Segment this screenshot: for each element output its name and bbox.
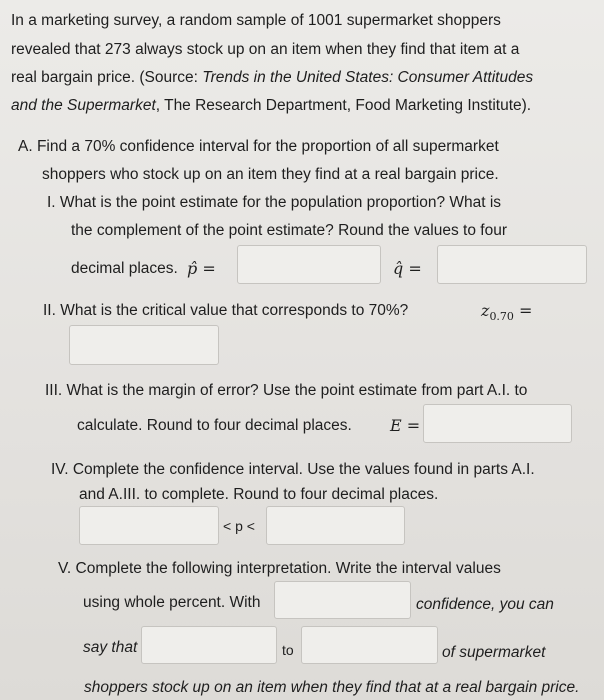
confidence-you-can-text: confidence, you can — [416, 596, 554, 613]
p-hat-input[interactable] — [237, 245, 381, 284]
say-that-text: say that — [83, 639, 138, 656]
part-a-iv-line-2: and A.III. to complete. Round to four decimal places. — [79, 486, 439, 503]
intro-line-3 — [11, 68, 533, 88]
part-a-iii-line-2: calculate. Round to four decimal places. — [77, 417, 352, 434]
intro-line-2: revealed that 273 always stock up on an item when they find that item at a — [11, 41, 520, 58]
part-a-heading-1: A. Find a 70% confidence interval for the proportion of all supermarket — [18, 138, 499, 155]
part-a-v-line-2: using whole percent. With — [83, 594, 261, 611]
e-equals: = — [406, 416, 421, 435]
e-symbol: E — [390, 416, 402, 435]
intro-line-1: In a marketing survey, a random sample of 1001 supermarket shoppers — [11, 12, 501, 29]
part-a-v-line-1: V. Complete the following interpretation. Write the interval values — [58, 560, 501, 577]
interval-upper-percent-input[interactable] — [301, 626, 438, 664]
margin-error-input[interactable] — [423, 404, 572, 443]
confidence-level-input[interactable] — [274, 581, 411, 619]
z-equals: = — [519, 301, 533, 320]
z-critical-label — [481, 301, 532, 327]
part-a-iii-line-1: III. What is the margin of error? Use the point estimate from part A.I. to — [45, 382, 528, 399]
interval-lower-percent-input[interactable] — [141, 626, 277, 664]
intro-source-title-cont: and the Supermarket — [11, 97, 156, 114]
part-a-iv-line-1: IV. Complete the confidence interval. Use the values found in parts A.I. — [51, 461, 535, 478]
intro-line-3a: real bargain price. (Source: — [11, 69, 203, 86]
intro-line-4 — [11, 96, 531, 116]
interval-lower-input[interactable] — [79, 506, 219, 545]
intro-line-4b: , The Research Department, Food Marketing Institute). — [155, 97, 532, 114]
z-subscript: 0.70 — [489, 310, 514, 324]
q-hat-input[interactable] — [437, 245, 587, 284]
q-hat-label: q̂ = — [393, 259, 422, 278]
part-a-i-line-2: the complement of the point estimate? Round the values to four — [71, 222, 507, 239]
z-symbol: z — [481, 301, 490, 320]
part-a-i-line-3: decimal places. — [71, 260, 178, 277]
z-critical-input[interactable] — [69, 325, 219, 365]
p-hat-label: p̂ = — [187, 259, 216, 278]
margin-error-label — [390, 416, 420, 436]
part-a-heading-2: shoppers who stock up on an item they find at a real bargain price. — [42, 166, 499, 183]
of-supermarket-text: of supermarket — [442, 644, 546, 661]
intro-source-title: Trends in the United States: Consumer Attitudes — [202, 69, 534, 86]
interval-middle-text: < p < — [223, 518, 255, 534]
interval-upper-input[interactable] — [266, 506, 405, 545]
to-text: to — [282, 642, 294, 658]
part-a-ii-text: II. What is the critical value that corresponds to 70%? — [43, 302, 409, 319]
final-interpretation-text: shoppers stock up on an item when they find that at a real bargain price. — [84, 679, 580, 696]
part-a-i-line-1: I. What is the point estimate for the population proportion? What is — [47, 194, 502, 211]
